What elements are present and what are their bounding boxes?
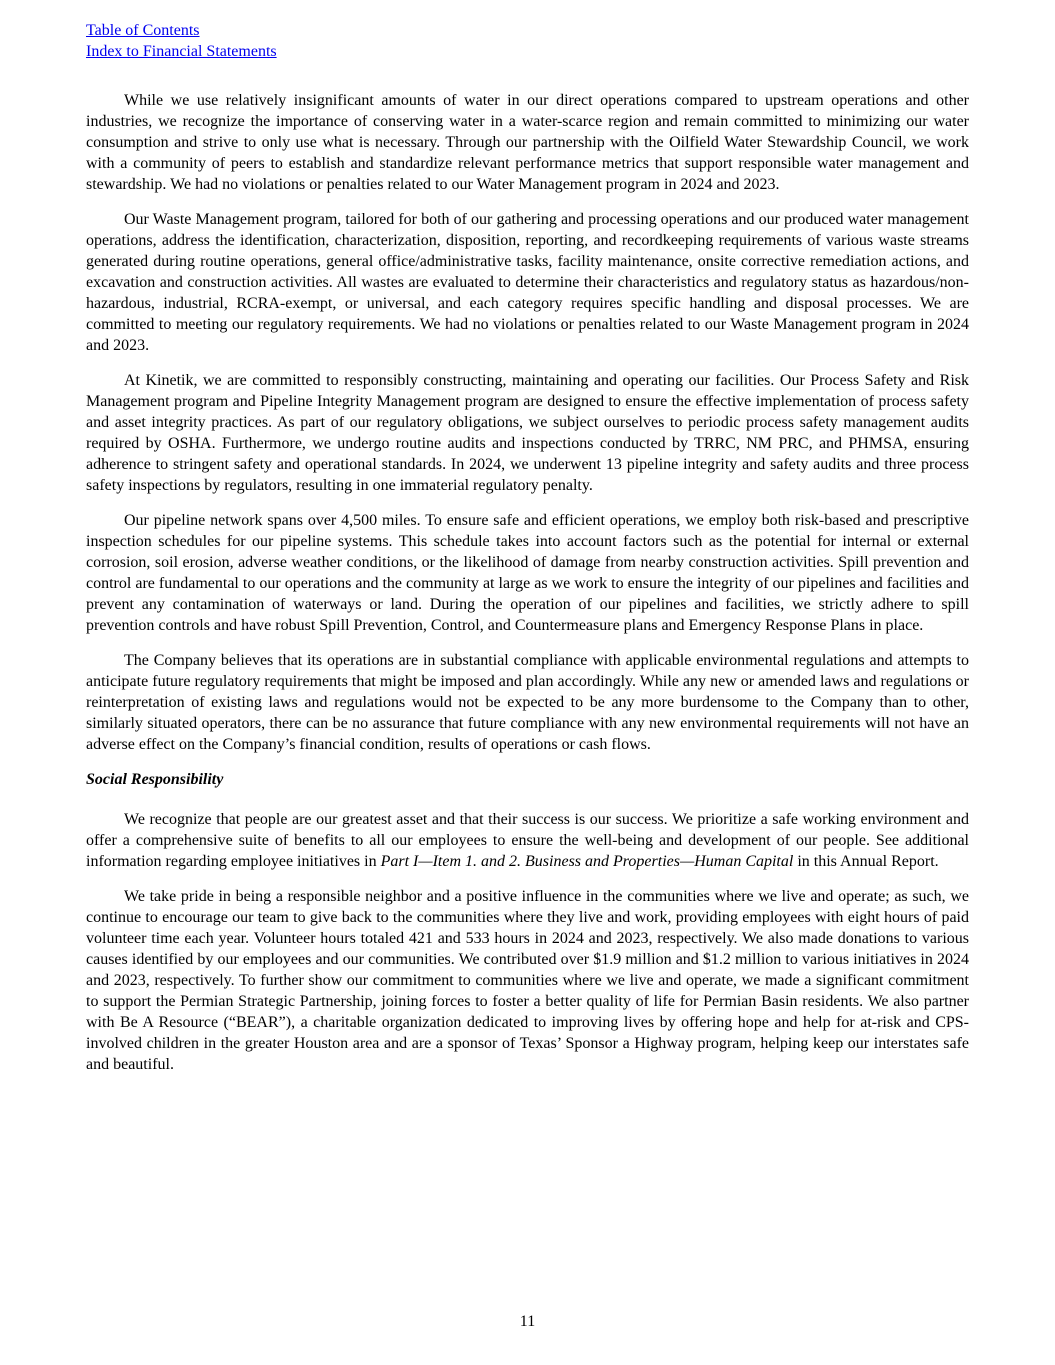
paragraph-environmental-compliance: The Company believes that its operations are in substantial compliance with applicable environmental regulations and attempts to anticipate future regulatory requirements that might be imposed and plan accordingly. While any new or amended laws and regulations or reinterpretation of existing laws and regulations would not be expected to be any more burdensome to the Company than to other, similarly situated operators, there can be no assurance that future compliance with any new environmental requirements will not have an adverse effect on the Company’s financial condition, results of operations or cash flows. <box>86 652 969 753</box>
paragraph-water-management: While we use relatively insignificant amounts of water in our direct operations compared to upstream operations and other industries, we recognize the importance of conserving water in a water-scarce region and remain committed to minimizing our water consumption and strive to only use what is necessary. Through our partnership with the Oilfield Water Stewardship Council, we work with a community of peers to establish and standardize relevant performance metrics that support responsible water management and stewardship. We had no violations or penalties related to our Water Management program in 2024 and 2023. <box>86 92 969 193</box>
people-paragraph-text-end: in this Annual Report. <box>793 853 939 870</box>
header-links <box>86 20 969 62</box>
annual-report-cross-reference: Part I—Item 1. and 2. Business and Properties—Human Capital <box>380 853 794 870</box>
table-of-contents-link[interactable]: Table of Contents <box>86 22 200 39</box>
people-paragraph-text: We recognize that people are our greatest asset and that their success is our success. We prioritize a safe working environment and offer a comprehensive suite of benefits to all our employees to ensure the well-being and development of our people. See additional information regarding employee initiatives in <box>86 811 969 870</box>
page-number: 11 <box>519 1313 536 1330</box>
paragraph-pipeline-network: Our pipeline network spans over 4,500 miles. To ensure safe and efficient operations, we employ both risk-based and prescriptive inspection schedules for our pipeline systems. This schedule takes into account factors such as the potential for internal or external corrosion, soil erosion, adverse weather conditions, or the likelihood of damage from nearby construction activities. Spill prevention and control are fundamental to our operations and the community at large as we work to ensure the integrity of our pipelines and facilities and prevent any contamination of waterways or land. During the operation of our pipelines and facilities, we strictly adhere to spill prevention controls and have robust Spill Prevention, Control, and Countermeasure plans and Emergency Response Plans in place. <box>86 512 969 634</box>
document-content <box>86 20 969 1089</box>
index-to-financial-statements-link[interactable]: Index to Financial Statements <box>86 43 277 60</box>
paragraph-process-safety: At Kinetik, we are committed to responsibly constructing, maintaining and operating our facilities. Our Process Safety and Risk Management program and Pipeline Integrity Management program are designed to ensure the effective implementation of process safety and asset integrity practices. As part of our regulatory obligations, we subject ourselves to periodic process safety management audits required by OSHA. Furthermore, we undergo routine audits and inspections conducted by TRRC, NM PRC, and PHMSA, ensuring adherence to stringent safety and operational standards. In 2024, we underwent 13 pipeline integrity and safety audits and three process safety inspections by regulators, resulting in one immaterial regulatory penalty. <box>86 372 969 494</box>
social-responsibility-heading: Social Responsibility <box>86 771 224 788</box>
page-footer <box>0 1311 1055 1332</box>
paragraph-people-benefits <box>86 809 969 872</box>
paragraph-community-involvement: We take pride in being a responsible neighbor and a positive influence in the communities where we live and operate; as such, we continue to encourage our team to give back to the communities where they live and work, providing employees with eight hours of paid volunteer time each year. Volunteer hours totaled 421 and 533 hours in 2024 and 2023, respectively. We also made donations to various causes identified by our employees and our communities. We contributed over $1.9 million and $1.2 million to various initiatives in 2024 and 2023, respectively. To further show our commitment to communities where we live and operate, we made a significant commitment to support the Permian Strategic Partnership, joining forces to foster a better quality of life for Permian Basin residents. We also partner with Be A Resource (“BEAR”), a charitable organization dedicated to improving lives by offering hope and help for at-risk and CPS-involved children in the greater Houston area and are a sponsor of Texas’ Sponsor a Highway program, helping keep our interstates safe and beautiful. <box>86 888 969 1073</box>
paragraph-waste-management: Our Waste Management program, tailored for both of our gathering and processing operations and our produced water management operations, address the identification, characterization, disposition, reporting, and recordkeeping requirements of various waste streams generated during routine operations, general office/administrative tasks, facility maintenance, onsite corrective remediation actions, and excavation and construction activities. All wastes are evaluated to determine their characteristics and regulatory status as hazardous/non-hazardous, industrial, RCRA-exempt, or universal, and each category requires specific handling and disposal processes. We are committed to meeting our regulatory requirements. We had no violations or penalties related to our Waste Management program in 2024 and 2023. <box>86 211 969 354</box>
